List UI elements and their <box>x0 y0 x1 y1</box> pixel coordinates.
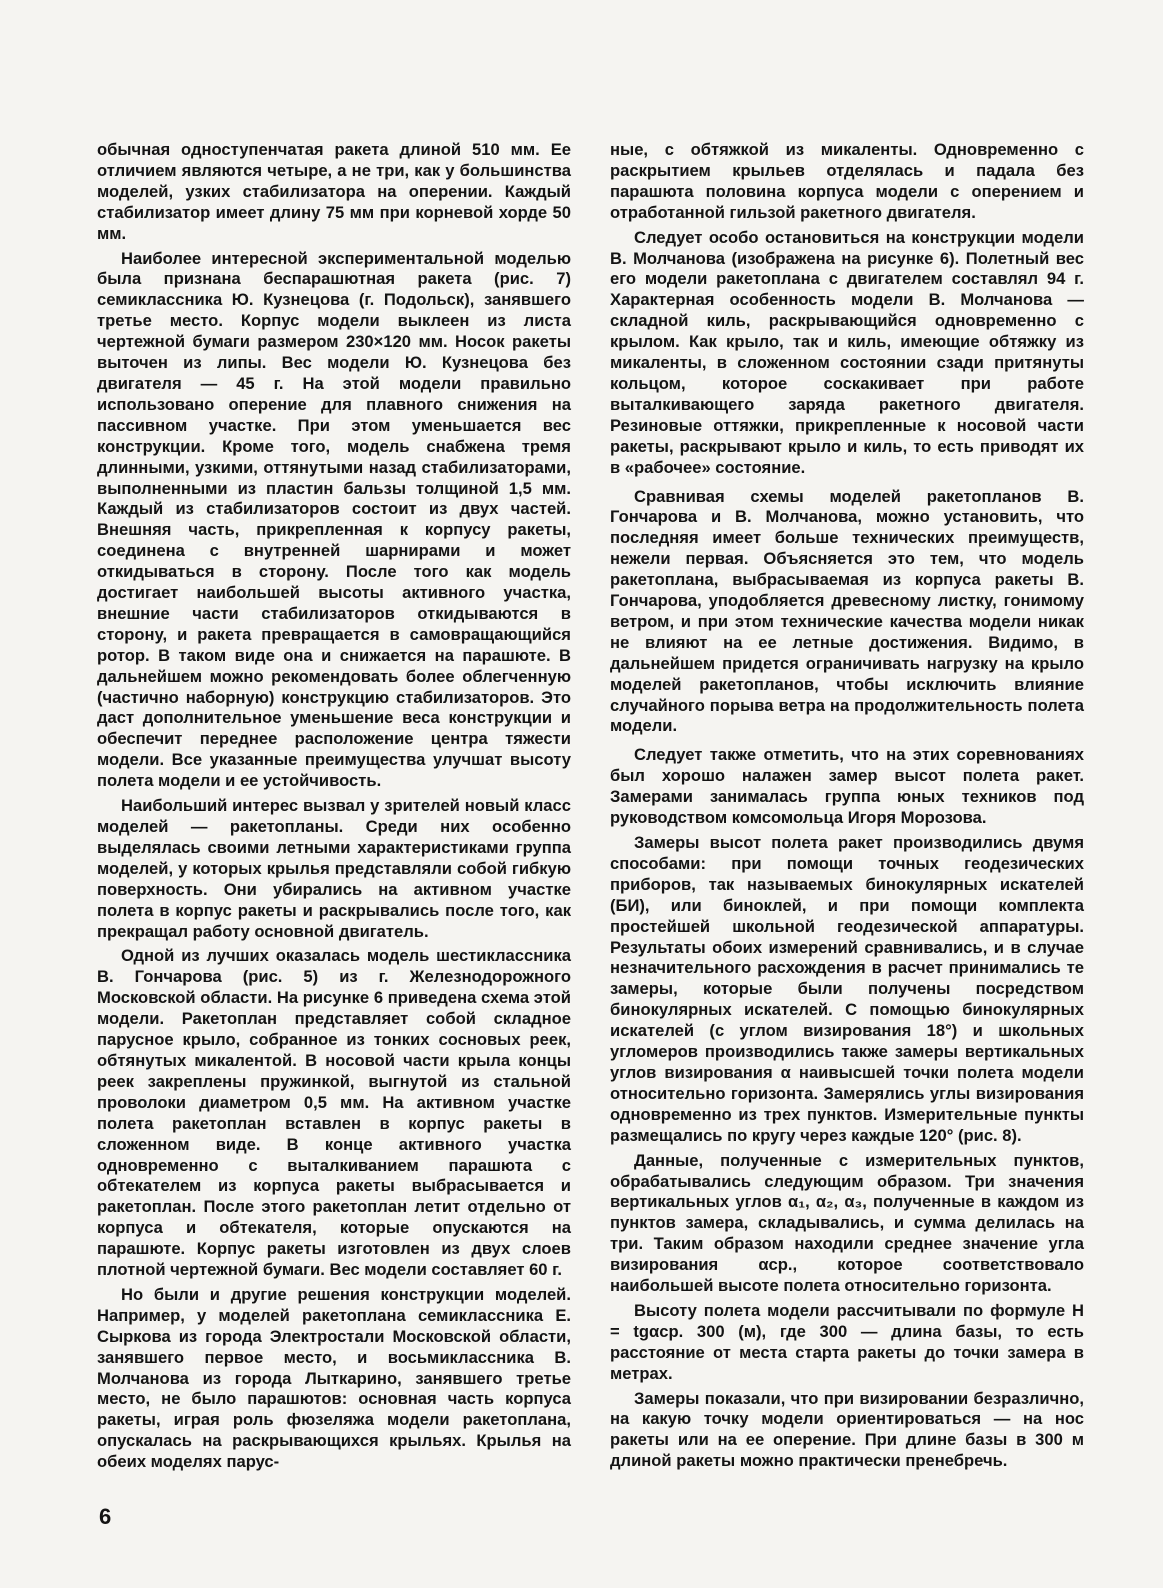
paragraph: Следует особо остановиться на конструкции модели В. Молчанова (изображена на рисунке 6). Полетный вес его модели ракетоплана с двигателем составлял 94 г. Характерная особенность модели В. Молчанова — складной киль, раскрывающийся одновременно с крылом. Как крыло, так и киль, имеющие обтяжку из микаленты, в сложенном состоянии сзади притянуты кольцом, которое соскакивает при работе выталкивающего заряда ракетного двигателя. Резиновые оттяжки, прикрепленные к носовой части ракеты, раскрывают крыло и киль, то есть приводят их в «рабочее» состояние. <box>610 227 1084 477</box>
paragraph: Данные, полученные с измерительных пунктов, обрабатывались следующим образом. Три значения вертикальных углов α₁, α₂, α₃, полученные в каждом из пунктов замера, складывались, и сумма делилась на три. Таким образом находили среднее значение угла визирования αср., которое соответствовало наибольшей высоте полета относительно горизонта. <box>610 1150 1084 1296</box>
paragraph: Наибольший интерес вызвал у зрителей новый класс моделей — ракетопланы. Среди них особенно выделялась своими летными характеристиками группа моделей, у которых крылья представляли собой гибкую поверхность. Они убирались на активном участке полета в корпус ракеты и раскрывались после того, как прекращал работу основной двигатель. <box>97 796 571 941</box>
paragraph: ные, с обтяжкой из микаленты. Одновременно с раскрытием крыльев отделялась и падала без парашюта половина корпуса модели с оперением и отработанной гильзой ракетного двигателя. <box>610 140 1084 222</box>
paragraph: Высоту полета модели рассчитывали по формуле H = tgαср. 300 (м), где 300 — длина базы, то есть расстояние от места старта ракеты до точки замера в метрах. <box>610 1300 1084 1383</box>
paragraph: Замеры показали, что при визировании безразлично, на какую точку модели ориентироваться — на нос ракеты или на ее оперение. При длине базы в 300 м длиной ракеты можно практически пренебречь. <box>610 1388 1084 1471</box>
paragraph: Следует также отметить, что на этих соревнованиях был хорошо налажен замер высот полета ракет. Замерами занималась группа юных техников под руководством комсомольца Игоря Морозова. <box>610 745 1084 828</box>
left-column <box>97 140 571 1477</box>
paragraph: Сравнивая схемы моделей ракетопланов В. Гончарова и В. Молчанова, можно установить, что последняя имеет больше технических преимуществ, нежели первая. Объясняется это тем, что модель ракетоплана, выбрасываемая из корпуса ракеты В. Гончарова, уподобляется древесному листку, гонимому ветром, и при этом технические качества модели никак не влияют на ее летные достижения. Видимо, в дальнейшем придется ограничивать нагрузку на крыло моделей ракетопланов, чтобы исключить влияние случайного порыва ветра на продолжительность полета модели. <box>610 486 1084 736</box>
paragraph: обычная одноступенчатая ракета длиной 510 мм. Ее отличием являются четыре, а не три, как у большинства моделей, узких стабилизатора на оперении. Каждый стабилизатор имеет длину 75 мм при корневой хорде 50 мм. <box>97 140 571 243</box>
paragraph: Наиболее интересной экспериментальной моделью была признана беспарашютная ракета (рис. 7) семиклассника Ю. Кузнецова (г. Подольск), занявшего третье место. Корпус модели выклеен из листа чертежной бумаги размером 230×120 мм. Носок ракеты выточен из липы. Вес модели Ю. Кузнецова без двигателя — 45 г. На этой модели правильно использовано оперение для плавного снижения на пассивном участке. При этом уменьшается вес конструкции. Кроме того, модель снабжена тремя длинными, узкими, оттянутыми назад стабилизаторами, выполненными из пластин бальзы толщиной 1,5 мм. Каждый из стабилизаторов состоит из двух частей. Внешняя часть, прикрепленная к корпусу ракеты, соединена с внутренней шарнирами и может откидываться в сторону. После того как модель достигает наибольшей высоты активного участка, внешние части стабилизаторов откидываются в сторону, и ракета превращается в самовращающийся ротор. В таком виде она и снижается на парашюте. В дальнейшем можно рекомендовать более облегченную (частично наборную) конструкцию стабилизаторов. Это даст дополнительное уменьшение веса конструкции и обеспечит переднее расположение центра тяжести модели. Все указанные преимущества улучшат высоту полета модели и ее устойчивость. <box>97 248 571 791</box>
page-number: 6 <box>99 1504 112 1529</box>
paragraph: Но были и другие решения конструкции моделей. Например, у моделей ракетоплана семиклассника Е. Сыркова из города Электростали Московской области, занявшего первое место, и восьмиклассника В. Молчанова из города Лыткарино, занявшего третье место, не было парашютов: основная часть корпуса ракеты, играя роль фюзеляжа модели ракетоплана, опускалась на раскрывающихся крыльях. Крылья на обеих моделях парус- <box>97 1284 571 1472</box>
paragraph: Замеры высот полета ракет производились двумя способами: при помощи точных геодезических приборов, так называемых бинокулярных искателей (БИ), или биноклей, и при помощи комплекта простейшей школьной геодезической аппаратуры. Результаты обоих измерений сравнивались, и в случае незначительного расхождения в расчет принимались те замеры, которые были получены посредством бинокулярных искателей. С помощью бинокулярных искателей (с углом визирования 18°) и школьных угломеров производились также замеры вертикальных углов визирования α наивысшей точки полета модели относительно горизонта. Замерялись углы визирования одновременно из трех пунктов. Измерительные пункты размещались по кругу через каждые 120° (рис. 8). <box>610 833 1084 1145</box>
paragraph: Одной из лучших оказалась модель шестиклассника В. Гончарова (рис. 5) из г. Железнодорожного Московской области. На рисунке 6 приведена схема этой модели. Ракетоплан представляет собой складное парусное крыло, собранное из тонких сосновых реек, обтянутых микалентой. В носовой части крыла концы реек закреплены пружинкой, выгнутой из стальной проволоки диаметром 0,5 мм. На активном участке полета ракетоплан вставлен в корпус ракеты в сложенном виде. В конце активного участка одновременно с выталкиванием парашюта с обтекателем из корпуса ракеты выбрасывается и ракетоплан. После этого ракетоплан летит отдельно от корпуса и обтекателя, которые опускаются на парашюте. Корпус ракеты изготовлен из двух слоев плотной чертежной бумаги. Вес модели составляет 60 г. <box>97 946 571 1280</box>
right-column <box>610 140 1084 1476</box>
